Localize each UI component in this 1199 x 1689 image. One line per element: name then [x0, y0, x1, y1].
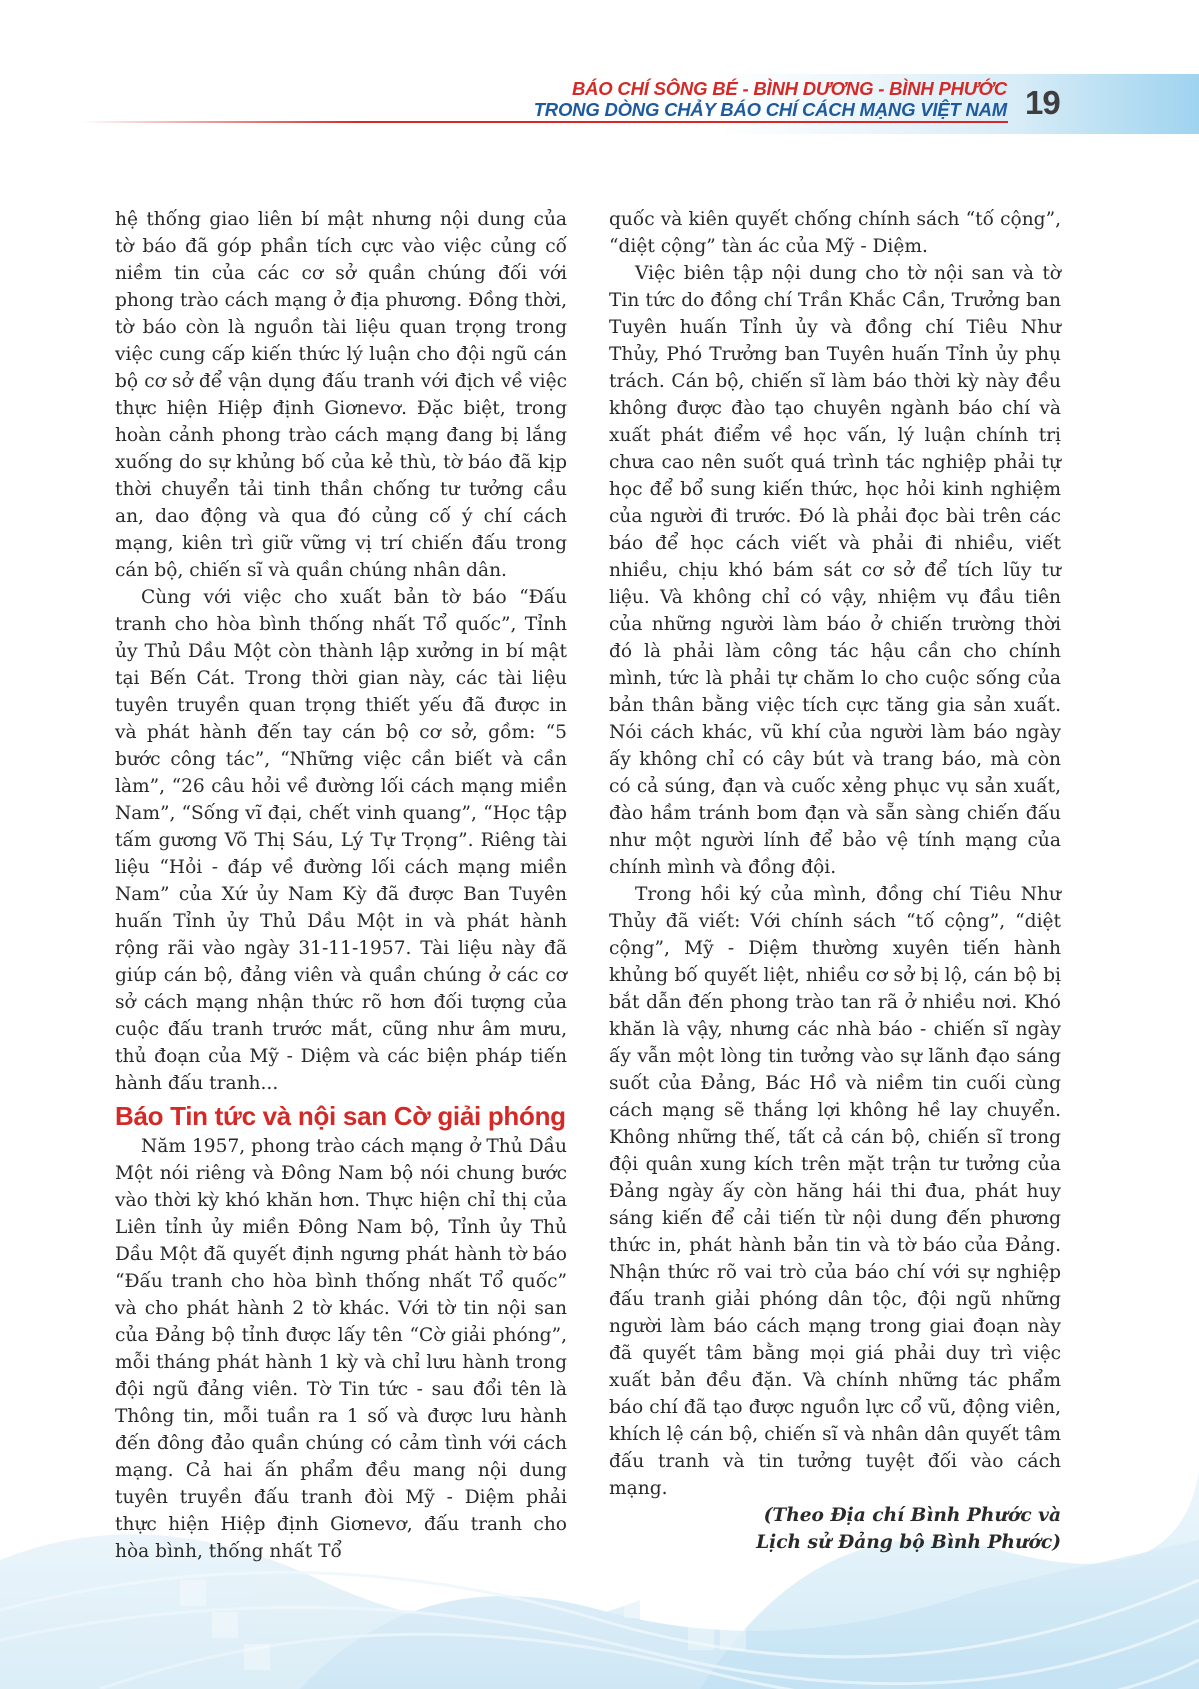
- right-column: [609, 206, 1061, 1556]
- left-paragraph-3: Năm 1957, phong trào cách mạng ở Thủ Dầu Một nói riêng và Đông Nam bộ nói chung bước vào thời kỳ khó khăn hơn. Thực hiện chỉ thị của Liên tỉnh ủy miền Đông Nam bộ, Tỉnh ủy Thủ Dầu Một đã quyết định ngưng phát hành tờ báo “Đấu tranh cho hòa bình thống nhất Tổ quốc” và cho phát hành 2 tờ khác. Với tờ tin nội san của Đảng bộ tỉnh được lấy tên “Cờ giải phóng”, mỗi tháng phát hành 1 kỳ và chỉ lưu hành trong đội ngũ đảng viên. Tờ Tin tức - sau đổi tên là Thông tin, mỗi tuần ra 1 số và được lưu hành đến đông đảo quần chúng có cảm tình với cách mạng. Cả hai ấn phẩm đều mang nội dung tuyên truyền đấu tranh đòi Mỹ - Diệm phải thực hiện Hiệp định Giơnevơ, đấu tranh cho hòa bình, thống nhất Tổ: [115, 1136, 567, 1562]
- right-paragraph-1: quốc và kiên quyết chống chính sách “tố cộng”, “diệt cộng” tàn ác của Mỹ - Diệm.: [609, 209, 1061, 257]
- source-line-2: Lịch sử Đảng bộ Bình Phước): [756, 1532, 1061, 1553]
- page-number: 19: [1025, 84, 1060, 121]
- running-header: [534, 78, 1007, 120]
- header-rule: [80, 121, 1008, 123]
- left-paragraph-1: hệ thống giao liên bí mật nhưng nội dung của tờ báo đã góp phần tích cực vào việc củng cố niềm tin của các cơ sở quần chúng đối với phong trào cách mạng ở địa phương. Đồng thời, tờ báo còn là nguồn tài liệu quan trọng trong việc cung cấp kiến thức lý luận cho đội ngũ cán bộ cơ sở để vận dụng đấu tranh với địch về việc thực hiện Hiệp định Giơnevơ. Đặc biệt, trong hoàn cảnh phong trào cách mạng đang bị lắng xuống do sự khủng bố của kẻ thù, tờ báo đã kịp thời chuyển tải tinh thần chống tư tưởng cầu an, dao động và qua đó củng cố ý chí cách mạng, kiên trì giữ vững vị trí chiến đấu trong cán bộ, chiến sĩ và quần chúng nhân dân.: [115, 209, 567, 581]
- section-subheading: Báo Tin tức và nội san Cờ giải phóng: [115, 1101, 566, 1131]
- header-title-line2: TRONG DÒNG CHẢY BÁO CHÍ CÁCH MẠNG VIỆT NAM: [533, 99, 1007, 120]
- source-citation: [609, 1502, 1061, 1556]
- left-paragraph-2: Cùng với việc cho xuất bản tờ báo “Đấu tranh cho hòa bình thống nhất Tổ quốc”, Tỉnh ủy Thủ Dầu Một còn thành lập xưởng in bí mật tại Bến Cát. Trong thời gian này, các tài liệu tuyên truyền quan trọng thiết yếu đã được in và phát hành đến tay cán bộ cơ sở, gồm: “5 bước công tác”, “Những việc cần biết và cần làm”, “26 câu hỏi về đường lối cách mạng miền Nam”, “Sống vĩ đại, chết vinh quang”, “Học tập tấm gương Võ Thị Sáu, Lý Tự Trọng”. Riêng tài liệu “Hỏi - đáp về đường lối cách mạng miền Nam” của Xứ ủy Nam Kỳ đã được Ban Tuyên huấn Tỉnh ủy Thủ Dầu Một in và phát hành rộng rãi vào ngày 31-11-1957. Tài liệu này đã giúp cán bộ, đảng viên và quần chúng ở các cơ sở cách mạng nhận thức rõ hơn đối tượng của cuộc đấu tranh trước mắt, cũng như âm mưu, thủ đoạn của Mỹ - Diệm và các biện pháp tiến hành đấu tranh...: [115, 587, 567, 1094]
- source-line-1: (Theo Địa chí Bình Phước và: [763, 1505, 1061, 1526]
- right-paragraph-3: Trong hồi ký của mình, đồng chí Tiêu Như Thủy đã viết: Với chính sách “tố cộng”, “diệt cộng”, Mỹ - Diệm thường xuyên tiến hành khủng bố quyết liệt, nhiều cơ sở bị lộ, cán bộ bị bắt dẫn đến phong trào tan rã ở nhiều nơi. Khó khăn là vậy, nhưng các nhà báo - chiến sĩ ngày ấy vẫn một lòng tin tưởng vào sự lãnh đạo sáng suốt của Đảng, Bác Hồ và niềm tin cuối cùng cách mạng sẽ thắng lợi không hề lay chuyển. Không những thế, tất cả cán bộ, chiến sĩ trong đội quân xung kích trên mặt trận tư tưởng của Đảng ngày ấy còn hăng hái thi đua, phát huy sáng kiến để cải tiến từ nội dung đến phương thức in, phát hành bản tin và tờ báo của Đảng. Nhận thức rõ vai trò của báo chí với sự nghiệp đấu tranh giải phóng dân tộc, đội ngũ những người làm báo cách mạng trong giai đoạn này đã quyết tâm bằng mọi giá phải duy trì việc xuất bản đều đặn. Và chính những tác phẩm báo chí đã tạo được nguồn lực cổ vũ, động viên, khích lệ cán bộ, chiến sĩ và nhân dân quyết tâm đấu tranh và tin tưởng tuyệt đối vào cách mạng.: [609, 884, 1061, 1499]
- right-paragraph-2: Việc biên tập nội dung cho tờ nội san và tờ Tin tức do đồng chí Trần Khắc Cần, Trưởng ban Tuyên huấn Tỉnh ủy và đồng chí Tiêu Như Thủy, Phó Trưởng ban Tuyên huấn Tỉnh ủy phụ trách. Cán bộ, chiến sĩ làm báo thời kỳ này đều không được đào tạo chuyên ngành báo chí và xuất phát điểm về học vấn, lý luận chính trị chưa cao nên suốt quá trình tác nghiệp phải tự học để bổ sung kiến thức, học hỏi kinh nghiệm của người đi trước. Đó là phải đọc bài trên các báo để học cách viết và phải đi nhiều, viết nhiều, chịu khó bám sát cơ sở để tích lũy tư liệu. Và không chỉ có vậy, nhiệm vụ đầu tiên của những người làm báo ở chiến trường thời đó là phải làm công tác hậu cần cho chính mình, tức là phải tự chăm lo cho cuộc sống của bản thân bằng việc tích cực tăng gia sản xuất. Nói cách khác, vũ khí của người làm báo ngày ấy không chỉ có cây bút và trang báo, mà còn có cả súng, đạn và cuốc xẻng phục vụ sản xuất, đào hầm tránh bom đạn và sẵn sàng chiến đấu như một người lính để bảo vệ tính mạng của chính mình và đồng đội.: [609, 263, 1061, 878]
- left-column: [115, 206, 567, 1565]
- header-title-line1: BÁO CHÍ SÔNG BÉ - BÌNH DƯƠNG - BÌNH PHƯỚC: [571, 78, 1007, 99]
